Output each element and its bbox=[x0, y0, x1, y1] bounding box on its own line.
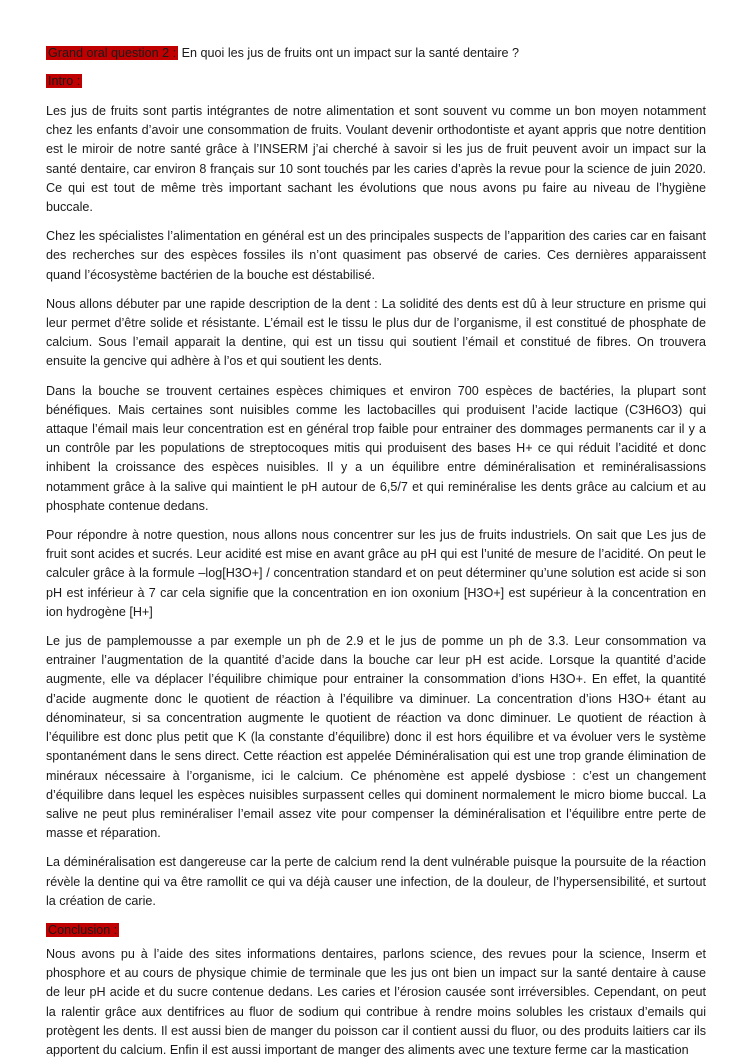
paragraph-intro: Les jus de fruits sont partis intégrantes de notre alimentation et sont souvent vu comme un bon moyen notamment chez les enfants d’avoir une consommation de fruits. Voulant devenir orthodontiste et ayant appris que notre dentition est le miroir de notre santé grâce à l’INSERM j’ai cherché à savoir si les jus de fruit peuvent avoir un impact sur la santé dentaire, car environ 8 français sur 10 sont touchés par les caries d’après la revue pour la science de juin 2020. Ce qui est tout de même très important sachant les évolutions que nous avons pu faire au niveau de l’hygiène buccale. bbox=[46, 104, 706, 215]
intro-label-highlight: Intro : bbox=[48, 74, 81, 88]
question-heading bbox=[46, 44, 706, 62]
paragraph-acidity: Pour répondre à notre question, nous allons nous concentrer sur les jus de fruits industriels. On sait que Les jus de fruit sont acides et sucrés. Leur acidité est mise en avant grâce au pH qui est l’unité de mesure de l’acidité. On peut le calculer grâce à la formule –log[H3O+] / concentration standard et on peut déterminer qu’une solution est acide si son pH est inférieur à 7 car cela signifie que la concentration en ion oxonium [H3O+] est supérieur à la concentration en ion hydrogène [H+] bbox=[46, 528, 706, 619]
intro-heading bbox=[46, 72, 706, 90]
conclusion-heading bbox=[46, 921, 706, 939]
paragraph-tooth-description: Nous allons débuter par une rapide description de la dent : La solidité des dents est dû à leur structure en prisme qui leur permet d’être solide et résistante. L’émail est le tissu le plus dur de l’organisme, il est constitué de phosphate de calcium. Sous l’email apparait la dentine, qui est un tissu qui soutient l’émail et constitué de fibres. On trouvera ensuite la gencive qui adhère à l’os et qui soutient les dents. bbox=[46, 296, 706, 369]
paragraph-demineralisation: Le jus de pamplemousse a par exemple un ph de 2.9 et le jus de pomme un ph de 3.3. Leur consommation va entrainer l’augmentation de la quantité d’acide dans la bouche car leur pH est acide. Lorsque la quantité d’acide augmente, elle va déplacer l’équilibre chimique pour entrainer la consommation d’ions H3O+. En effet, la quantité d’acide augmente donc le quotient de réaction à l’équilibre va diminuer. La concentration d’ions H3O+ étant au dénominateur, si sa concentration augmente le quotient de réaction va donc diminuer. Le quotient de réaction à l’équilibre est donc plus petit que K (la constante d’équilibre) donc il est hors équilibre et va évoluer vers le système spontanément dans le sens direct. Cette réaction est appelée Déminéralisation qui est une trop grande élimination de minéraux nécessaire à l’organisme, ici le calcium. Ce phénomène est appelé dysbiose : c’est un changement d’équilibre dans lequel les espèces nuisibles surpassent celles qui dominent normalement le micro biome buccal. La salive ne peut plus reminéraliser l’email assez vite pour compenser la déminéralisation et l’équilibre entre perte de masse et réparation. bbox=[46, 634, 706, 841]
question-text: En quoi les jus de fruits ont un impact sur la santé dentaire ? bbox=[178, 46, 520, 60]
question-tag-highlight: Grand oral question 2 : bbox=[48, 46, 177, 60]
paragraph-specialists: Chez les spécialistes l’alimentation en général est un des principales suspects de l’apparition des caries car en faisant des recherches sur des espèces fossiles ils n’ont quasiment pas observé de caries. Ces dernières apparaissent quand l’écosystème bactérien de la bouche est déstabilisé. bbox=[46, 229, 706, 282]
paragraph-bacteria: Dans la bouche se trouvent certaines espèces chimiques et environ 700 espèces de bactéries, la plupart sont bénéfiques. Mais certaines sont nuisibles comme les lactobacilles qui produisent l’acide lactique (C3H6O3) qui attaque l’émail mais leur concentration est en général trop faible pour entrainer des dommages permanents car il y a un contrôle par les populations de streptocoques mitis qui produisent des bases H+ ce qui réduit l’acidité et donc inhibent la croissance des espèces nuisibles. Il y a un équilibre entre déminéralisation et reminéralisassions notamment grâce à la salive qui maintient le pH autour de 6,5/7 et qui reminéralise les dents grâce au calcium et au phosphate contenue dedans. bbox=[46, 383, 706, 513]
paragraph-danger: La déminéralisation est dangereuse car la perte de calcium rend la dent vulnérable puisque la poursuite de la réaction révèle la dentine qui va être ramollit ce qui va déjà causer une infection, de la douleur, de l’hypersensibilité, et surtout la création de carie. bbox=[46, 855, 706, 908]
conclusion-label-highlight: Conclusion : bbox=[48, 922, 118, 937]
paragraph-conclusion: Nous avons pu à l’aide des sites informations dentaires, parlons science, des revues pour la science, Inserm et phosphore et au cours de physique chimie de terminale que les jus ont bien un impact sur la santé dentaire à cause de leur pH acide et du sucre contenue dedans. Les caries et l’érosion causée sont irréversibles. Cependant, on peut la ralentir grâce aux dentifrices au fluor de sodium qui contribue à rendre moins solubles les cristaux d’emails qui protègent les dents. Il est aussi bien de manger du poisson car il contient aussi du fluor, ou des produits laitiers car ils apportent du calcium. Enfin il est aussi important de manger des aliments avec une texture ferme car la mastication bbox=[46, 946, 706, 1057]
